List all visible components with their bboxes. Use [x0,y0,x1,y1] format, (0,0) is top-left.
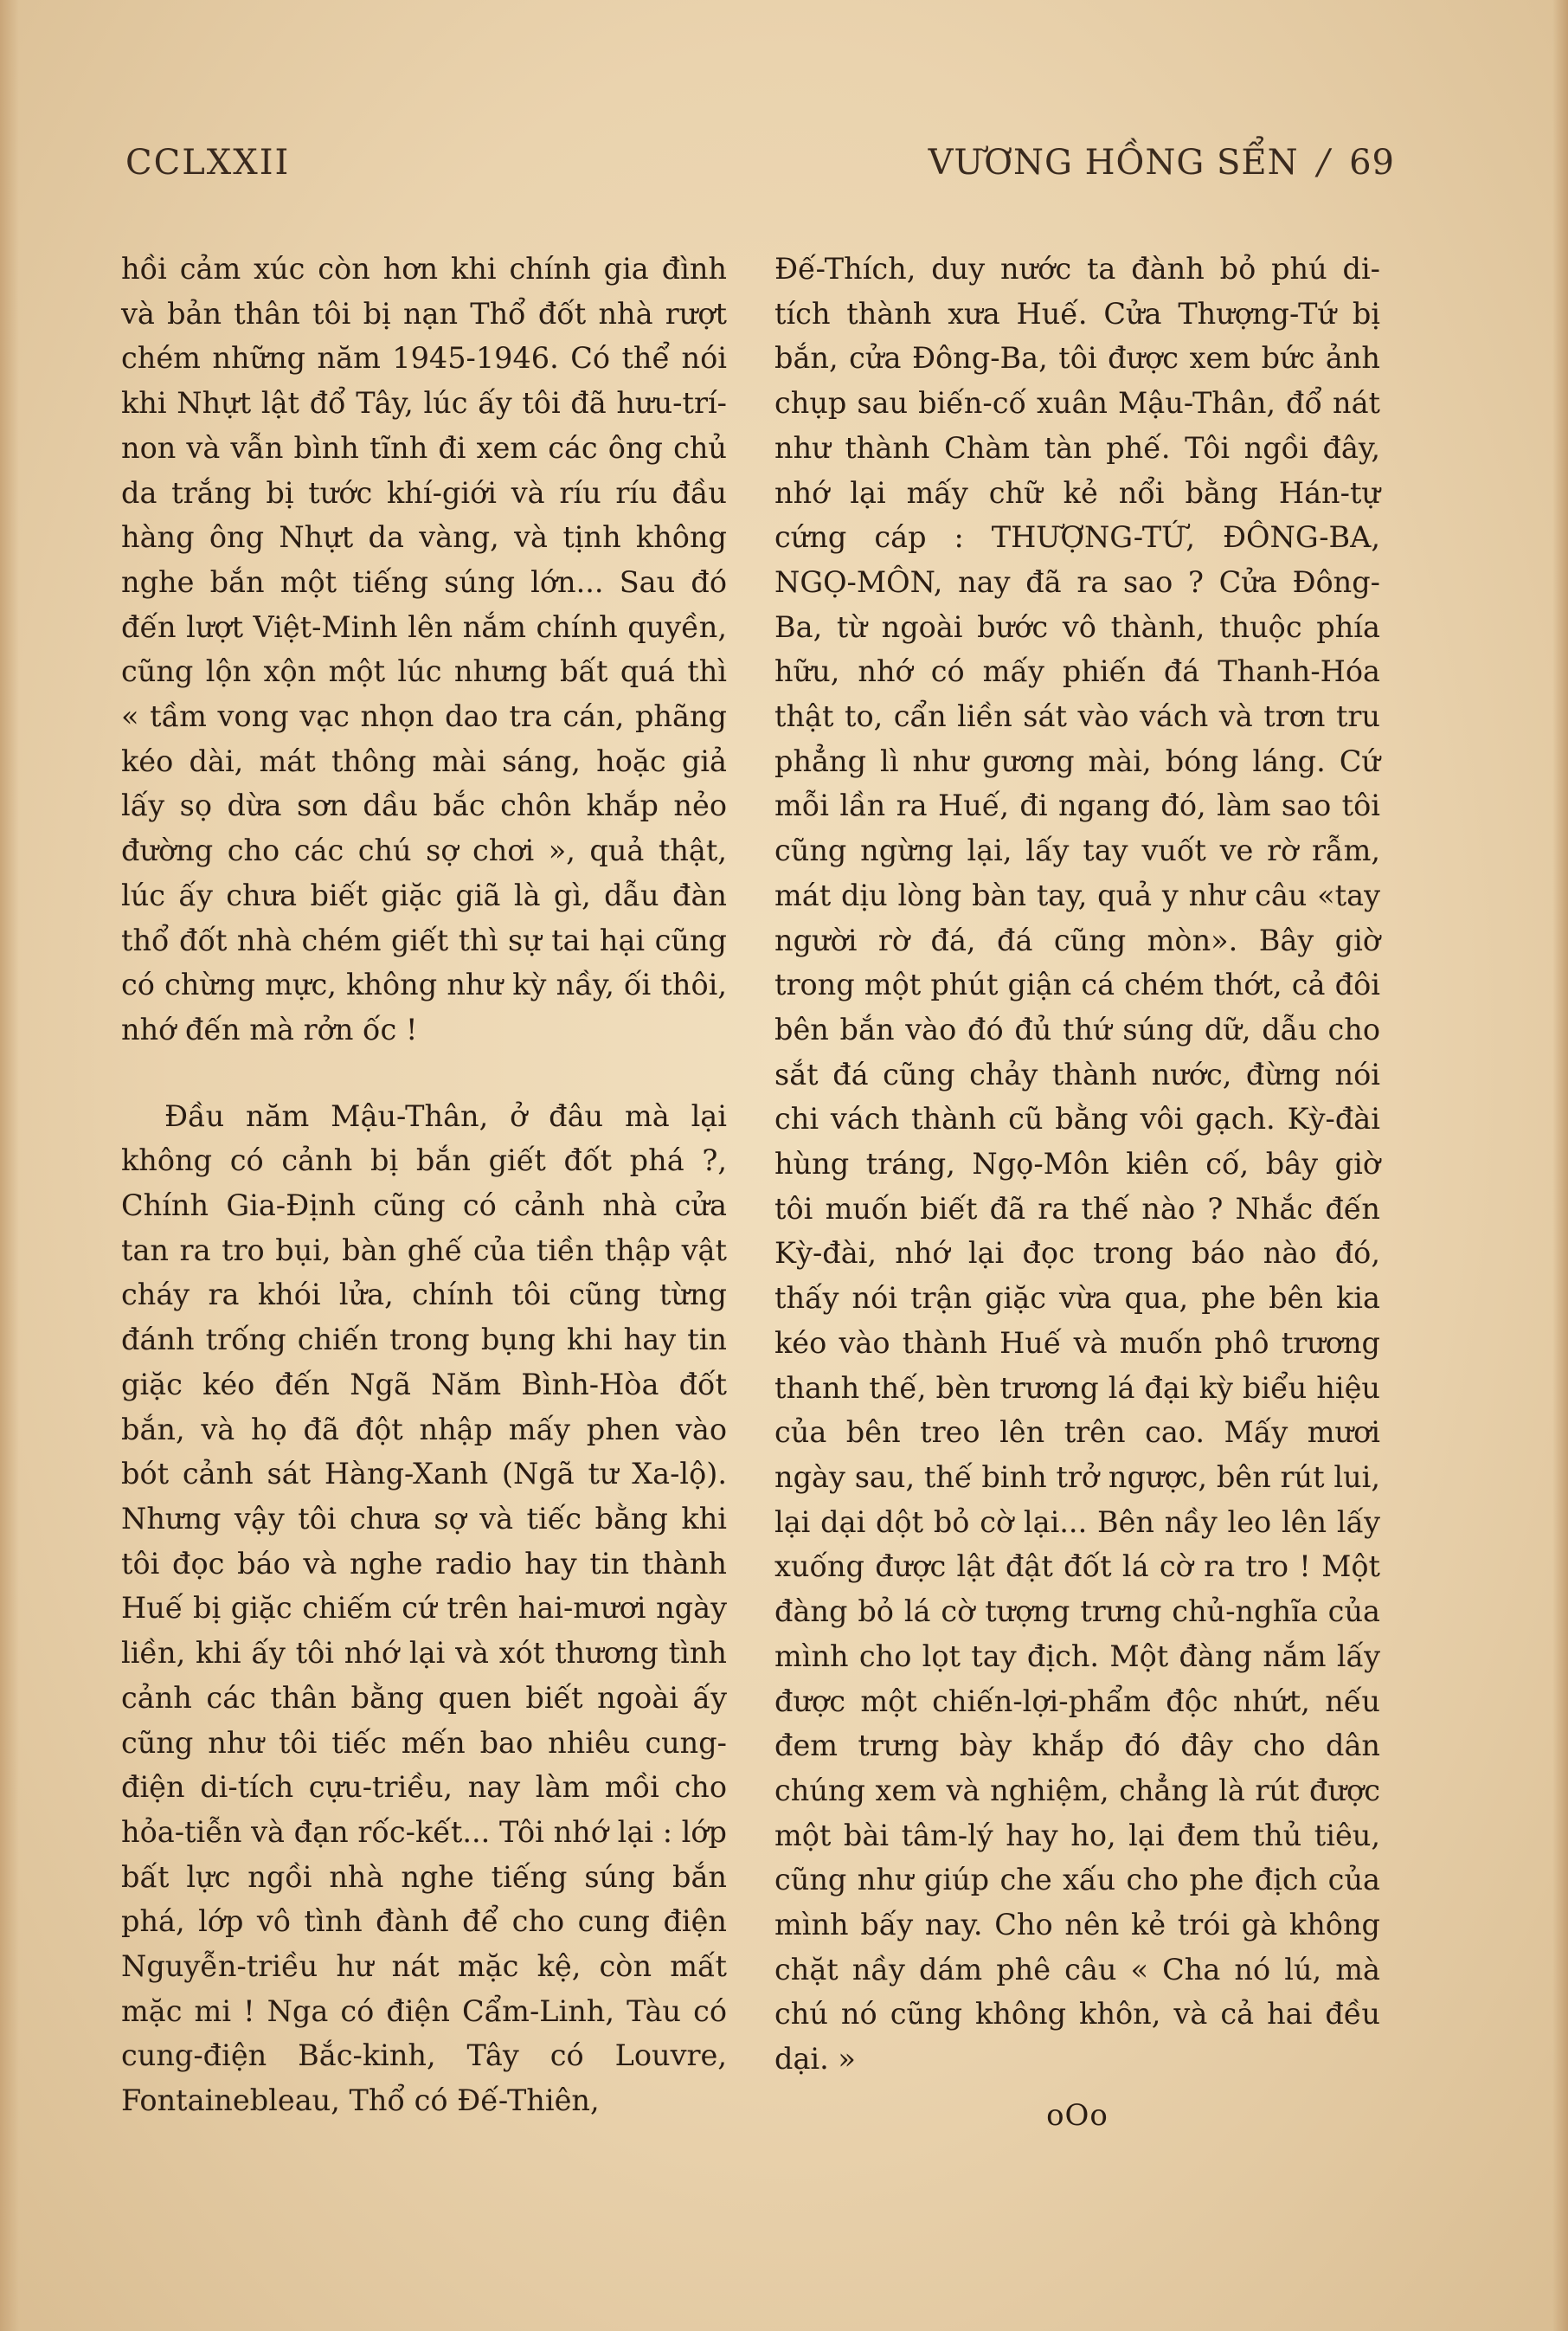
page-number: 69 [1349,143,1395,183]
section-end-mark: oOo [1046,2097,1109,2133]
left-column [121,247,727,2123]
page-header [125,143,1395,195]
page-code: CCLXXII [125,143,291,183]
author-name: VƯƠNG HỒNG SỂN [928,143,1299,183]
left-paragraph-2: Đầu năm Mậu-Thân, ở đâu mà lại không có cảnh bị bắn giết đốt phá ?, Chính Gia-Định cũng có cảnh nhà cửa tan ra tro bụi, bàn ghế của tiền thập vật cháy ra khói lửa, chính tôi cũng từng đánh trống chiến trong bụng khi hay tin giặc kéo đến Ngã Năm Bình-Hòa đốt bắn, và họ đã đột nhập mấy phen vào bót cảnh sát Hàng-Xanh (Ngã tư Xa-lộ). Nhưng vậy tôi chưa sợ và tiếc bằng khi tôi đọc báo và nghe radio hay tin thành Huế bị giặc chiếm cứ trên hai-mươi ngày liền, khi ấy tôi nhớ lại và xót thương tình cảnh các thân bằng quen biết ngoài ấy cũng như tôi tiếc mến bao nhiêu cung-điện di-tích cựu-triều, nay làm mồi cho hỏa-tiễn và đạn rốc-kết... Tôi nhớ lại : lớp bất lực ngồi nhà nghe tiếng súng bắn phá, lớp vô tình đành để cho cung điện Nguyễn-triều hư nát mặc kệ, còn mất mặc mi ! Nga có điện Cẩm-Linh, Tàu có cung-điện Bắc-kinh, Tây có Louvre, Fontainebleau, Thổ có Đế-Thiên, [121,1098,727,2118]
left-paragraph-1: hồi cảm xúc còn hơn khi chính gia đình và bản thân tôi bị nạn Thổ đốt nhà rượt chém những năm 1945-1946. Có thể nói khi Nhựt lật đổ Tây, lúc ấy tôi đã hưu-trí-non và vẫn bình tĩnh đi xem các ông chủ da trắng bị tước khí-giới và ríu ríu đầu hàng ông Nhựt da vàng, và tịnh không nghe bắn một tiếng súng lớn... Sau đó đến lượt Việt-Minh lên nắm chính quyền, cũng lộn xộn một lúc nhưng bất quá thì « tầm vong vạc nhọn dao tra cán, phãng kéo dài, mát thông mài sáng, hoặc giả lấy sọ dừa sơn dầu bắc chôn khắp nẻo đường cho các chú sợ chơi », quả thật, lúc ấy chưa biết giặc giã là gì, dẫu đàn thổ đốt nhà chém giết thì sự tai hại cũng có chừng mực, không như kỳ nầy, ối thôi, nhớ đến mà rởn ốc ! [121,252,727,1046]
right-paragraph-1: Đế-Thích, duy nước ta đành bỏ phú di-tích thành xưa Huế. Cửa Thượng-Tứ bị bắn, cửa Đông-Ba, tôi được xem bức ảnh chụp sau biến-cố xuân Mậu-Thân, đổ nát như thành Chàm tàn phế. Tôi ngồi đây, nhớ lại mấy chữ kẻ nổi bằng Hán-tự cứng cáp : THƯỢNG-TỨ, ĐÔNG-BA, NGỌ-MÔN, nay đã ra sao ? Cửa Đông-Ba, từ ngoài bước vô thành, thuộc phía hữu, nhớ có mấy phiến đá Thanh-Hóa thật to, cẩn liền sát vào vách và trơn tru phẳng lì như gương mài, bóng láng. Cứ mỗi lần ra Huế, đi ngang đó, làm sao tôi cũng ngừng lại, lấy tay vuốt ve rờ rẫm, mát dịu lòng bàn tay, quả y như câu «tay người rờ đá, đá cũng mòn». Bây giờ trong một phút giận cá chém thớt, cả đôi bên bắn vào đó đủ thứ súng dữ, dẫu cho sắt đá cũng chảy thành nước, đừng nói chi vách thành cũ bằng vôi gạch. Kỳ-đài hùng tráng, Ngọ-Môn kiên cố, bây giờ tôi muốn biết đã ra thế nào ? Nhắc đến Kỳ-đài, nhớ lại đọc trong báo nào đó, thấy nói trận giặc vừa qua, phe bên kia kéo vào thành Huế và muốn phô trương thanh thế, bèn trương lá đại kỳ biểu hiệu của bên treo lên trên cao. Mấy mươi ngày sau, thế binh trở ngược, bên rút lui, lại dại dột bỏ cờ lại... Bên nầy leo lên lấy xuống được lật đật đốt lá cờ ra tro ! Một đàng bỏ lá cờ tượng trưng chủ-nghĩa của mình cho lọt tay địch. Một đàng nắm lấy được một chiến-lợi-phẩm độc nhứt, nếu đem trưng bày khắp đó đây cho dân chúng xem và nghiệm, chẳng là rút được một bài tâm-lý hay ho, lại đem thủ tiêu, cũng như giúp che xấu cho phe địch của mình bấy nay. Cho nên kẻ trói gà không chặt nầy dám phê câu « Cha nó lú, mà chú nó cũng không khôn, và cả hai đều dại. » [774,252,1380,2077]
header-separator: / [1317,143,1331,183]
right-column [774,247,1380,2139]
running-head [929,143,1395,183]
